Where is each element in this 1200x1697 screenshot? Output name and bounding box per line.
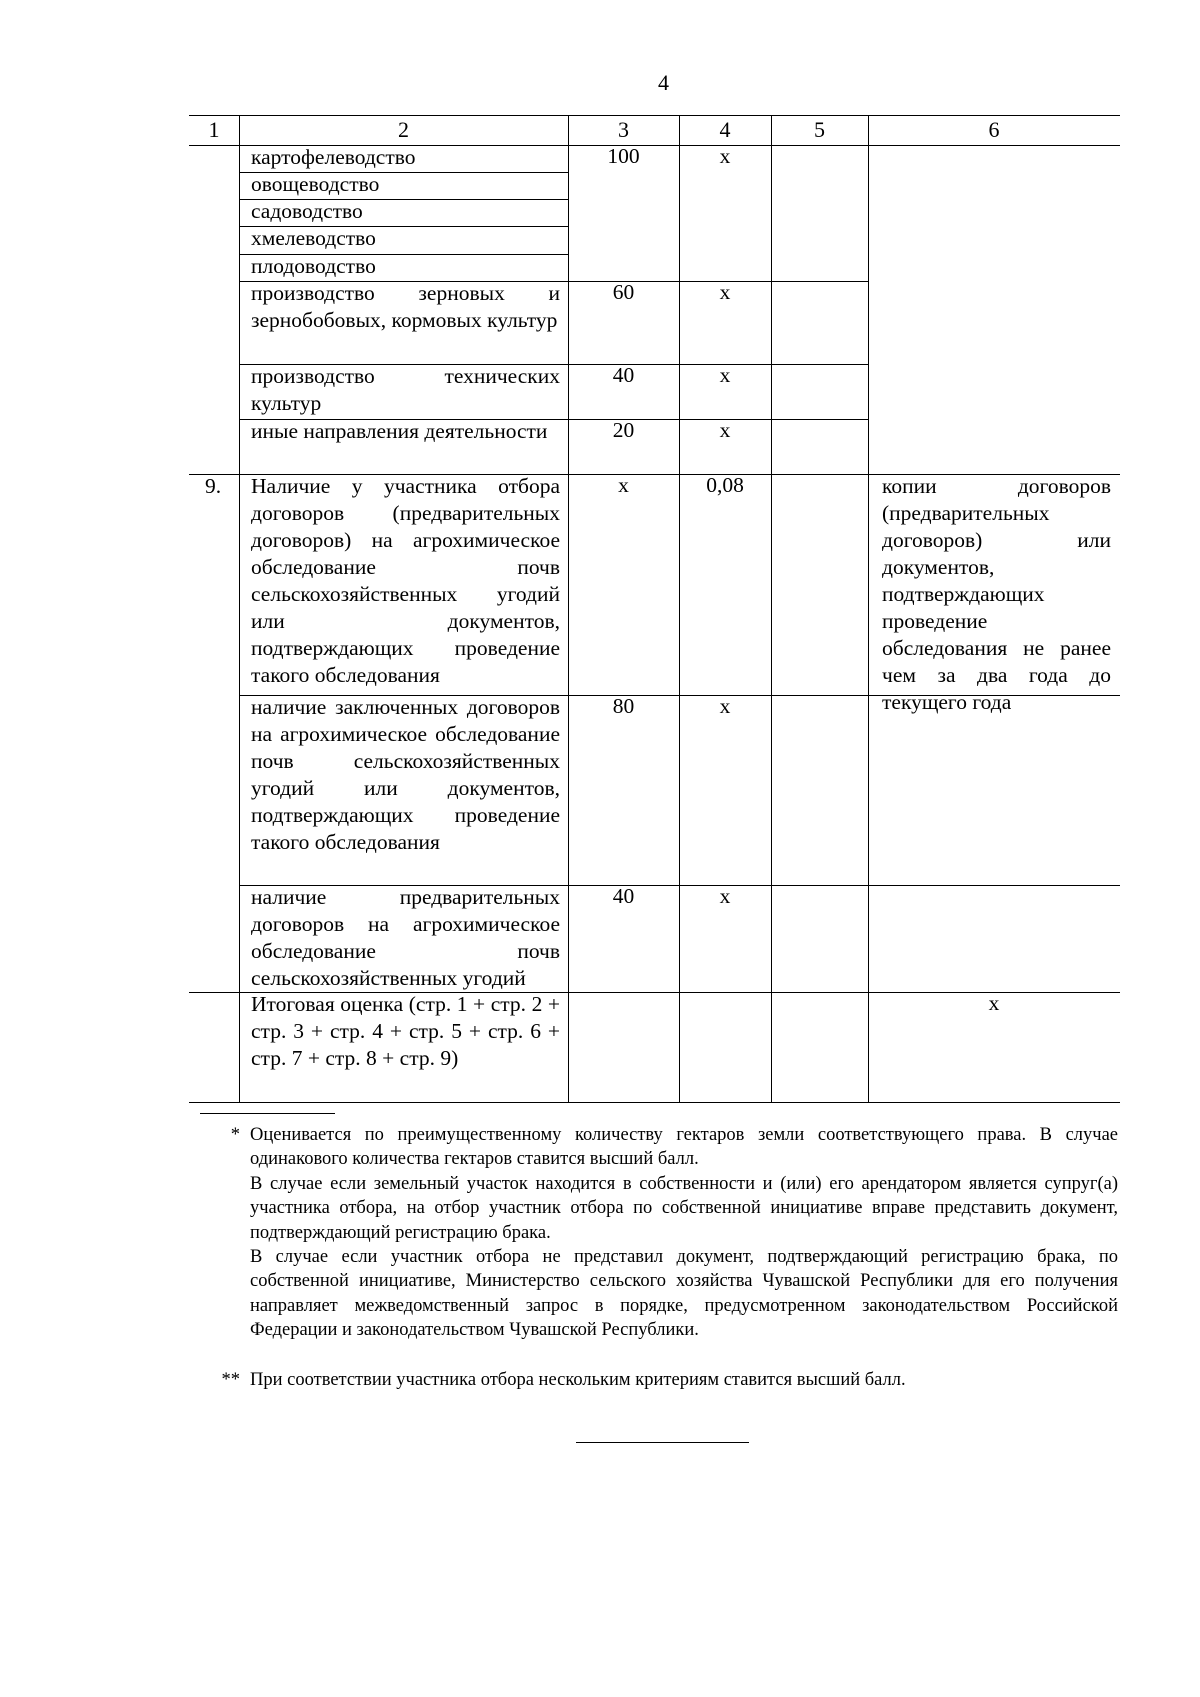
weight-concluded: х [719, 694, 731, 718]
criterion-item9: Наличие у участника отбора договоров (предварительных договоров) на агрохимическое обследование почв сельскохозяйственных угодий или документов, подтверждающих проведение такого обследования [251, 474, 560, 687]
footnote-1-p2: В случае если земельный участок находится в собственности и (или) его арендатором является супруг(а) участника отбора, на отбор участник отбора по собственной инициативе вправе представить документ, подтверждающий регистрацию брака. [250, 1174, 1118, 1243]
header-col-3: 3 [618, 117, 629, 142]
header-col-2: 2 [398, 117, 409, 142]
criterion-other: иные направления деятельности [251, 419, 548, 443]
criterion-fruit: плодоводство [251, 254, 376, 278]
criterion-hops: хмелеводство [251, 226, 376, 250]
row-number-9: 9. [205, 474, 222, 498]
col-divider [239, 115, 240, 1102]
col-divider [868, 115, 869, 1102]
page-number: 4 [658, 70, 669, 95]
documents-item9: копии договоров (предварительных договоров) или документов, подтверждающих проведение обследования не ранее чем за два года до текущего года [882, 474, 1111, 714]
weight-grain: х [719, 280, 731, 304]
footnote-mark-1: * [230, 1125, 240, 1145]
total-score-label: Итоговая оценка (стр. 1 + стр. 2 + стр. 3 + стр. 4 + стр. 5 + стр. 6 + стр. 7 + стр. 8 + стр. 9) [251, 992, 560, 1070]
col-divider [568, 115, 569, 1102]
weight-item9: 0,08 [706, 473, 744, 497]
score-potato-group: 100 [607, 144, 640, 168]
score-grain: 60 [612, 280, 635, 304]
table-bottom-border [189, 1102, 1120, 1103]
score-other: 20 [612, 418, 635, 442]
header-col-5: 5 [814, 117, 825, 142]
header-col-4: 4 [719, 117, 731, 142]
score-concluded: 80 [612, 694, 635, 718]
criteria-table [189, 115, 1120, 1092]
header-col-1: 1 [208, 117, 220, 142]
weight-other: х [719, 418, 731, 442]
total-score-documents: х [988, 991, 1000, 1015]
criterion-potato: картофелеводство [251, 145, 416, 169]
criterion-technical: производство технических культур [251, 364, 560, 415]
criterion-preliminary: наличие предварительных договоров на агрохимическое обследование почв сельскохозяйственных угодий [251, 885, 560, 990]
criterion-vegetables: овощеводство [251, 172, 380, 196]
col-divider [679, 115, 680, 1102]
footnote-2: При соответствии участника отбора нескольким критериям ставится высший балл. [250, 1370, 906, 1390]
criterion-gardening: садоводство [251, 199, 363, 223]
criterion-grain: производство зерновых и зернобобовых, кормовых культур [251, 281, 560, 332]
end-rule [576, 1442, 749, 1443]
footnote-mark-2: ** [221, 1370, 240, 1390]
footnote-1-p1: Оценивается по преимущественному количеству гектаров земли соответствующего права. В случае одинакового количества гектаров ставится высший балл. [250, 1125, 1118, 1170]
weight-potato-group: х [719, 144, 731, 168]
footnote-1-p3: В случае если участник отбора не представил документ, подтверждающий регистрацию брака, по собственной инициативе, Министерство сельского хозяйства Чувашской Республики для его получения направляет межведомственный запрос в порядке, предусмотренном законодательством Российской Федерации и законодательством Чувашской Республики. [250, 1247, 1118, 1340]
weight-technical: х [719, 363, 731, 387]
score-item9: х [618, 473, 629, 497]
header-col-6: 6 [988, 117, 1000, 142]
weight-preliminary: х [719, 884, 731, 908]
footnote-separator [200, 1113, 335, 1114]
score-preliminary: 40 [612, 884, 635, 908]
col-divider [771, 115, 772, 1102]
score-technical: 40 [612, 363, 635, 387]
criterion-concluded: наличие заключенных договоров на агрохимическое обследование почв сельскохозяйственных угодий или документов, подтверждающих проведение такого обследования [251, 695, 560, 854]
